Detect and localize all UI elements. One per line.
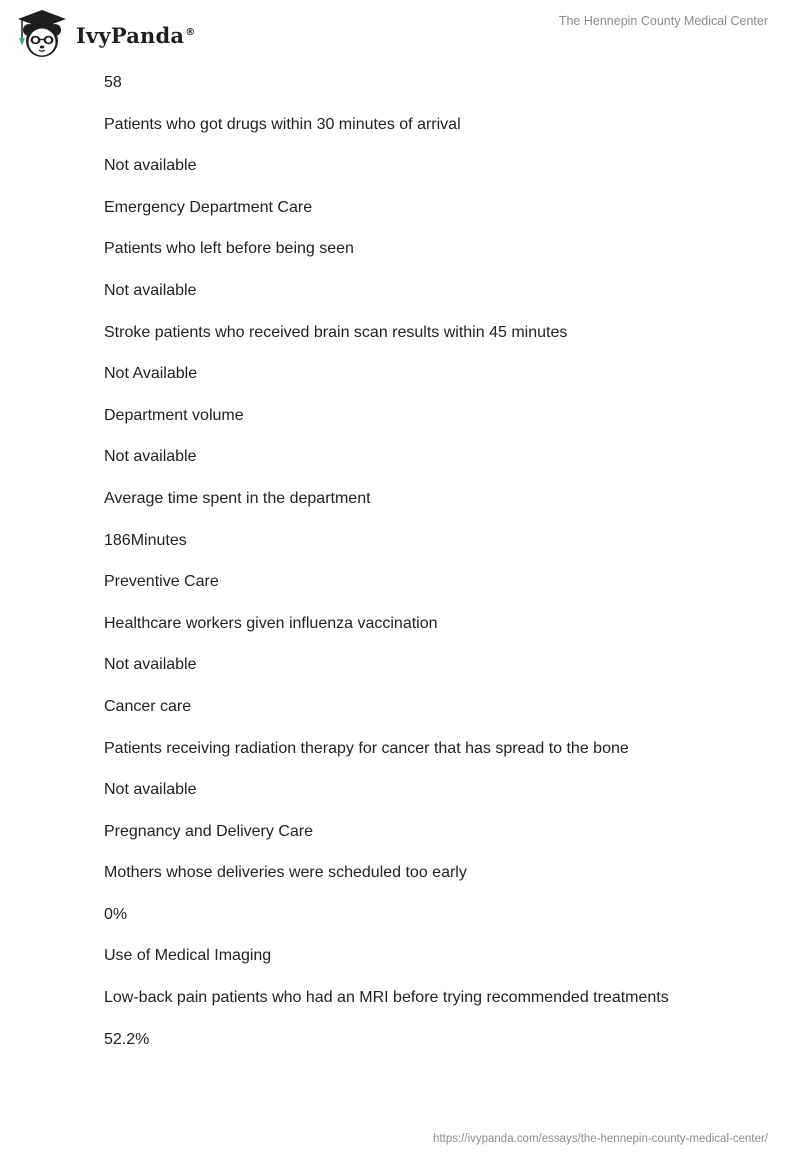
panda-graduate-icon xyxy=(14,8,70,60)
text-line: Not available xyxy=(104,448,197,466)
text-line: Cancer care xyxy=(104,697,192,715)
text-line: Healthcare workers given influenza vaccination xyxy=(104,614,438,632)
text-line: Not available xyxy=(104,656,197,674)
page-header xyxy=(0,0,800,70)
text-line: 186Minutes xyxy=(104,531,187,549)
text-line: Pregnancy and Delivery Care xyxy=(104,822,313,840)
text-line: Patients receiving radiation therapy for cancer that has spread to the bone xyxy=(104,739,629,757)
text-line: 52.2% xyxy=(104,1030,150,1048)
document-title: The Hennepin County Medical Center xyxy=(558,14,768,28)
text-line: Average time spent in the department xyxy=(104,489,371,507)
registered-mark: ® xyxy=(185,26,196,38)
text-line: Not available xyxy=(104,157,197,175)
text-line: Emergency Department Care xyxy=(104,198,313,216)
text-line: Low-back pain patients who had an MRI before trying recommended treatments xyxy=(104,989,669,1007)
text-line: Use of Medical Imaging xyxy=(104,947,272,965)
brand-name: IvyPanda® xyxy=(76,22,196,48)
text-line: Patients who got drugs within 30 minutes of arrival xyxy=(104,115,461,133)
text-line: Not Available xyxy=(104,365,198,383)
source-url[interactable]: https://ivypanda.com/essays/the-hennepin-county-medical-center/ xyxy=(433,1133,768,1145)
text-line: Not available xyxy=(104,781,197,799)
text-line: 0% xyxy=(104,905,128,923)
text-line: Department volume xyxy=(104,406,244,424)
text-line: Mothers whose deliveries were scheduled too early xyxy=(104,864,467,882)
text-line: Patients who left before being seen xyxy=(104,240,354,258)
text-line: Not available xyxy=(104,281,197,299)
text-line: Stroke patients who received brain scan results within 45 minutes xyxy=(104,323,568,341)
document-body xyxy=(104,72,764,1070)
text-line: 58 xyxy=(104,74,122,91)
ivypanda-logo[interactable] xyxy=(14,8,195,60)
text-line: Preventive Care xyxy=(104,573,219,591)
